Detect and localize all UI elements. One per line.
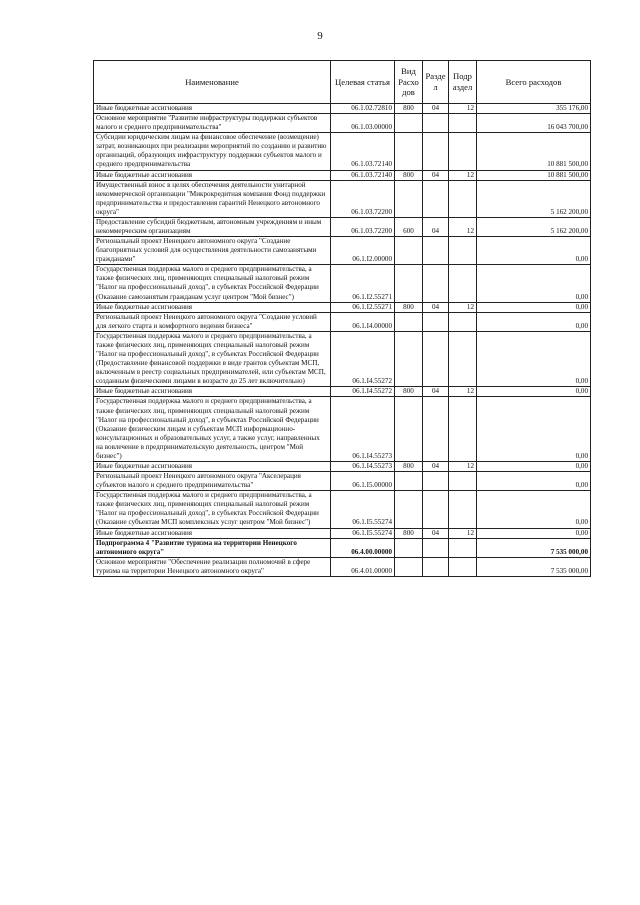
row-expense-type	[395, 557, 423, 576]
row-target-article: 06.1.I4.55273	[331, 397, 395, 462]
row-section: 04	[423, 461, 449, 471]
row-target-article: 06.1.I2.55271	[331, 302, 395, 312]
header-name: Наименование	[94, 61, 331, 104]
row-expense-type	[395, 491, 423, 528]
table-row	[94, 265, 591, 302]
row-total: 0,00	[477, 472, 591, 491]
row-total: 5 162 200,00	[477, 180, 591, 217]
row-expense-type	[395, 133, 423, 170]
row-subsection: 12	[449, 170, 477, 180]
table-row	[94, 302, 591, 312]
row-total: 0,00	[477, 312, 591, 331]
row-expense-type	[395, 265, 423, 302]
row-expense-type	[395, 312, 423, 331]
row-total: 0,00	[477, 397, 591, 462]
row-total: 10 881 500,00	[477, 170, 591, 180]
row-subsection	[449, 557, 477, 576]
row-section: 04	[423, 528, 449, 538]
row-name: Региональный проект Ненецкого автономного округа "Акселерация субъектов малого и среднего предпринимательства"	[94, 472, 331, 491]
row-target-article: 06.1.I4.55272	[331, 387, 395, 397]
row-section: 04	[423, 302, 449, 312]
row-expense-type	[395, 397, 423, 462]
row-expense-type	[395, 180, 423, 217]
table-row	[94, 387, 591, 397]
row-name: Государственная поддержка малого и среднего предпринимательства, а также физических лиц, применяющих специальный налоговый режим "Налог на профессиональный доход", в субъектах Российской Федерации (Предоставление финансовой поддержки в виде грантов субъектам МСП, включенным в реестр социальных предпринимателей, или субъектам МСП, созданным физическими лицами в возрасте до 25 лет включительно)	[94, 331, 331, 386]
table-row	[94, 331, 591, 386]
row-expense-type: 800	[395, 387, 423, 397]
row-name: Государственная поддержка малого и среднего предпринимательства, а также физических лиц, применяющих специальный налоговый режим "Налог на профессиональный доход", в субъектах Российской Федерации (Оказание самозанятым гражданам услуг центром "Мой бизнес")	[94, 265, 331, 302]
table-row	[94, 180, 591, 217]
row-subsection: 12	[449, 461, 477, 471]
row-section: 04	[423, 217, 449, 236]
row-subsection	[449, 538, 477, 557]
table-row	[94, 237, 591, 265]
row-section	[423, 237, 449, 265]
row-target-article: 06.1.I5.00000	[331, 472, 395, 491]
row-name: Иные бюджетные ассигнования	[94, 461, 331, 471]
row-target-article: 06.4.01.00000	[331, 557, 395, 576]
row-name: Иные бюджетные ассигнования	[94, 387, 331, 397]
row-section: 04	[423, 170, 449, 180]
table-row	[94, 312, 591, 331]
row-name: Основное мероприятие "Развитие инфраструктуры поддержки субъектов малого и среднего предпринимательства"	[94, 114, 331, 133]
row-total: 7 535 000,00	[477, 538, 591, 557]
table-row	[94, 538, 591, 557]
row-target-article: 06.1.I4.00000	[331, 312, 395, 331]
row-section	[423, 491, 449, 528]
row-subsection	[449, 237, 477, 265]
row-expense-type: 800	[395, 170, 423, 180]
row-target-article: 06.1.03.00000	[331, 114, 395, 133]
row-section	[423, 133, 449, 170]
row-section	[423, 265, 449, 302]
header-expense-type: Вид Расхо дов	[395, 61, 423, 104]
row-section	[423, 331, 449, 386]
row-target-article: 06.1.I5.55274	[331, 491, 395, 528]
row-subsection	[449, 397, 477, 462]
row-total: 0,00	[477, 461, 591, 471]
budget-table	[93, 60, 591, 577]
table-row	[94, 217, 591, 236]
row-subsection: 12	[449, 302, 477, 312]
row-target-article: 06.4.00.00000	[331, 538, 395, 557]
row-total: 0,00	[477, 237, 591, 265]
row-section	[423, 180, 449, 217]
row-name: Региональный проект Ненецкого автономного округа "Создание благоприятных условий для осуществления деятельности самозанятыми гражданами"	[94, 237, 331, 265]
row-expense-type	[395, 331, 423, 386]
row-section: 04	[423, 104, 449, 114]
row-name: Государственная поддержка малого и среднего предпринимательства, а также физических лиц, применяющих специальный налоговый режим "Налог на профессиональный доход", в субъектах Российской Федерации (Оказание физическим лицам и субъектам МСП информационно-консультационных и образовательных услуг, а также услуг, направленных на вовлечение в предпринимательскую деятельность, центром "Мой бизнес")	[94, 397, 331, 462]
row-expense-type	[395, 237, 423, 265]
row-section: 04	[423, 387, 449, 397]
row-target-article: 06.1.03.72200	[331, 217, 395, 236]
row-section	[423, 538, 449, 557]
row-total: 5 162 200,00	[477, 217, 591, 236]
row-expense-type	[395, 538, 423, 557]
table-row	[94, 472, 591, 491]
row-section	[423, 472, 449, 491]
row-section	[423, 312, 449, 331]
row-name: Имущественный взнос в целях обеспечения деятельности унитарной некоммерческой организации "Микрокредитная компания Фонд поддержки предпринимательства и предоставления гарантий Ненецкого автономного округа"	[94, 180, 331, 217]
row-subsection	[449, 114, 477, 133]
table-body	[94, 104, 591, 577]
row-subsection: 12	[449, 217, 477, 236]
row-subsection	[449, 180, 477, 217]
row-name: Иные бюджетные ассигнования	[94, 302, 331, 312]
row-subsection: 12	[449, 387, 477, 397]
row-name: Предоставление субсидий бюджетным, автономным учреждениям и иным некоммерческим организациям	[94, 217, 331, 236]
row-expense-type: 600	[395, 217, 423, 236]
row-name: Государственная поддержка малого и среднего предпринимательства, а также физических лиц, применяющих специальный налоговый режим "Налог на профессиональный доход", в субъектах Российской Федерации (Оказание субъектам МСП комплексных услуг центром "Мой бизнес")	[94, 491, 331, 528]
table-row	[94, 133, 591, 170]
row-total: 355 176,00	[477, 104, 591, 114]
row-name: Субсидии юридическим лицам на финансовое обеспечение (возмещение) затрат, возникающих при реализации мероприятий по созданию и развитию организаций, образующих инфраструктуру поддержки субъектов малого и среднего предпринимательства	[94, 133, 331, 170]
row-section	[423, 114, 449, 133]
header-subsection: Подр аздел	[449, 61, 477, 104]
row-total: 0,00	[477, 331, 591, 386]
table-row	[94, 491, 591, 528]
row-expense-type: 800	[395, 104, 423, 114]
row-target-article: 06.1.03.72140	[331, 133, 395, 170]
row-subsection	[449, 331, 477, 386]
row-section	[423, 557, 449, 576]
row-target-article: 06.1.I2.55271	[331, 265, 395, 302]
row-subsection	[449, 472, 477, 491]
row-total: 0,00	[477, 302, 591, 312]
row-name: Подпрограмма 4 "Развитие туризма на территории Ненецкого автономного округа"	[94, 538, 331, 557]
row-section	[423, 397, 449, 462]
row-total: 0,00	[477, 528, 591, 538]
row-total: 10 881 500,00	[477, 133, 591, 170]
row-target-article: 06.1.02.72810	[331, 104, 395, 114]
row-target-article: 06.1.I2.00000	[331, 237, 395, 265]
row-name: Основное мероприятие "Обеспечение реализации полномочий в сфере туризма на территории Ненецкого автономного округа"	[94, 557, 331, 576]
row-expense-type: 800	[395, 461, 423, 471]
row-target-article: 06.1.03.72200	[331, 180, 395, 217]
row-target-article: 06.1.I4.55272	[331, 331, 395, 386]
header-total-expenses: Всего расходов	[477, 61, 591, 104]
row-total: 0,00	[477, 491, 591, 528]
row-subsection	[449, 265, 477, 302]
row-expense-type: 800	[395, 302, 423, 312]
table-row	[94, 528, 591, 538]
row-name: Региональный проект Ненецкого автономного округа "Создание условий для легкого старта и комфортного ведения бизнеса"	[94, 312, 331, 331]
row-target-article: 06.1.03.72140	[331, 170, 395, 180]
row-target-article: 06.1.I5.55274	[331, 528, 395, 538]
row-total: 0,00	[477, 387, 591, 397]
row-subsection: 12	[449, 528, 477, 538]
row-total: 16 043 700,00	[477, 114, 591, 133]
table-row	[94, 104, 591, 114]
row-total: 0,00	[477, 265, 591, 302]
row-subsection	[449, 491, 477, 528]
row-expense-type: 800	[395, 528, 423, 538]
table-row	[94, 170, 591, 180]
header-section: Разде л	[423, 61, 449, 104]
row-subsection	[449, 133, 477, 170]
row-subsection	[449, 312, 477, 331]
row-name: Иные бюджетные ассигнования	[94, 528, 331, 538]
row-target-article: 06.1.I4.55273	[331, 461, 395, 471]
table-row	[94, 114, 591, 133]
table-row	[94, 461, 591, 471]
header-row	[94, 61, 591, 104]
table-row	[94, 557, 591, 576]
row-expense-type	[395, 114, 423, 133]
row-subsection: 12	[449, 104, 477, 114]
row-expense-type	[395, 472, 423, 491]
row-name: Иные бюджетные ассигнования	[94, 170, 331, 180]
row-total: 7 535 000,00	[477, 557, 591, 576]
header-target-article: Целевая статья	[331, 61, 395, 104]
row-name: Иные бюджетные ассигнования	[94, 104, 331, 114]
page-number: 9	[317, 30, 323, 42]
table-row	[94, 397, 591, 462]
